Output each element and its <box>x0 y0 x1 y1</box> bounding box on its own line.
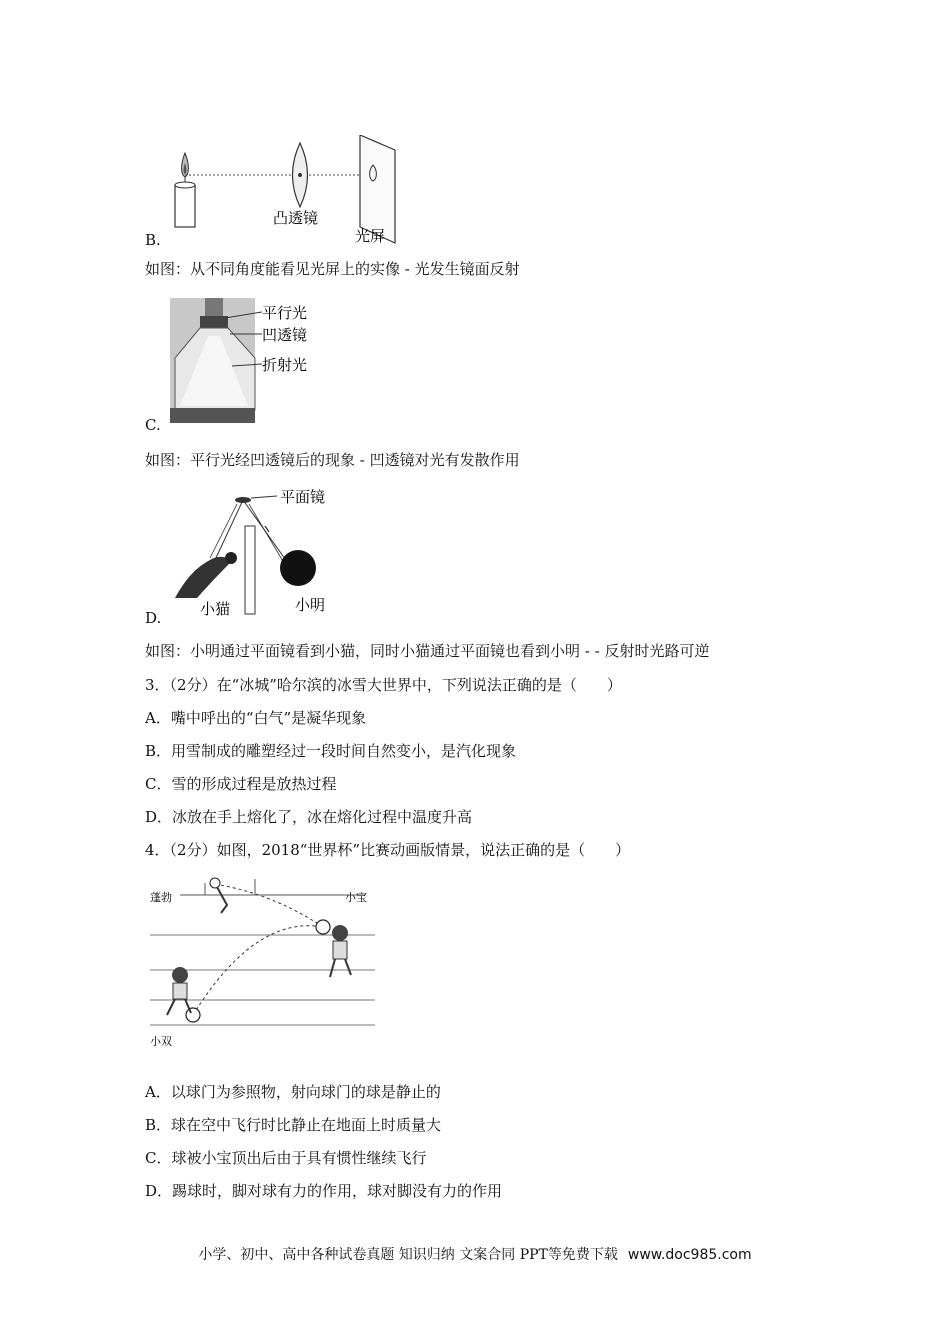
q4-label-left-bottom: 小双 <box>150 1035 172 1048</box>
question-4-stem: 4．（2分）如图，2018“世界杯”比赛动画版情景，说法正确的是（ ） <box>145 841 631 859</box>
question-4-option-c: C．球被小宝顶出后由于具有惯性继续飞行 <box>145 1149 427 1167</box>
refracted-light-label: 折射光 <box>262 356 308 374</box>
figure-d-caption: 如图：小明通过平面镜看到小猫，同时小猫通过平面镜也看到小明 - - 反射时光路可逆 <box>145 642 710 660</box>
option-d-label: D. <box>145 609 162 627</box>
footer-text: 小学、初中、高中各种试卷真题 知识归纳 文案合同 PPT等免费下载 <box>198 1247 618 1263</box>
cat-label: 小猫 <box>200 600 231 618</box>
figure-c-concave-lens <box>170 298 345 423</box>
q4-label-right-top: 小宝 <box>345 891 367 904</box>
figure-b-caption: 如图：从不同角度能看见光屏上的实像 - 光发生镜面反射 <box>145 260 520 278</box>
page-footer <box>0 1245 950 1265</box>
question-3-option-d: D．冰放在手上熔化了，冰在熔化过程中温度升高 <box>145 808 473 826</box>
question-3-option-a: A．嘴中呼出的“白气”是凝华现象 <box>145 709 367 727</box>
q4-label-left-top: 蓬勃 <box>150 891 172 904</box>
plane-mirror-label: 平面镜 <box>280 488 326 506</box>
question-3-option-b: B．用雪制成的雕塑经过一段时间自然变小，是汽化现象 <box>145 742 517 760</box>
concave-lens-label: 凹透镜 <box>262 326 308 344</box>
option-c-label: C. <box>145 416 161 434</box>
figure-q4-world-cup <box>145 875 380 1050</box>
option-b-label: B. <box>145 231 161 249</box>
question-4-option-d: D．踢球时，脚对球有力的作用，球对脚没有力的作用 <box>145 1182 503 1200</box>
screen-label: 光屏 <box>355 227 386 245</box>
figure-c-caption: 如图：平行光经凹透镜后的现象 - 凹透镜对光有发散作用 <box>145 451 520 469</box>
question-4-option-a: A．以球门为参照物，射向球门的球是静止的 <box>145 1083 441 1101</box>
question-3-stem: 3．（2分）在“冰城”哈尔滨的冰雪大世界中，下列说法正确的是（ ） <box>145 676 622 694</box>
footer-url-link[interactable]: www.doc985.com <box>627 1247 752 1263</box>
xiaoming-label: 小明 <box>295 596 326 614</box>
figure-d-plane-mirror <box>165 488 375 618</box>
figure-b-convex-lens <box>170 135 410 245</box>
question-3-option-c: C．雪的形成过程是放热过程 <box>145 775 337 793</box>
parallel-light-label: 平行光 <box>262 304 308 322</box>
question-4-option-b: B．球在空中飞行时比静止在地面上时质量大 <box>145 1116 442 1134</box>
convex-lens-label: 凸透镜 <box>273 209 319 227</box>
